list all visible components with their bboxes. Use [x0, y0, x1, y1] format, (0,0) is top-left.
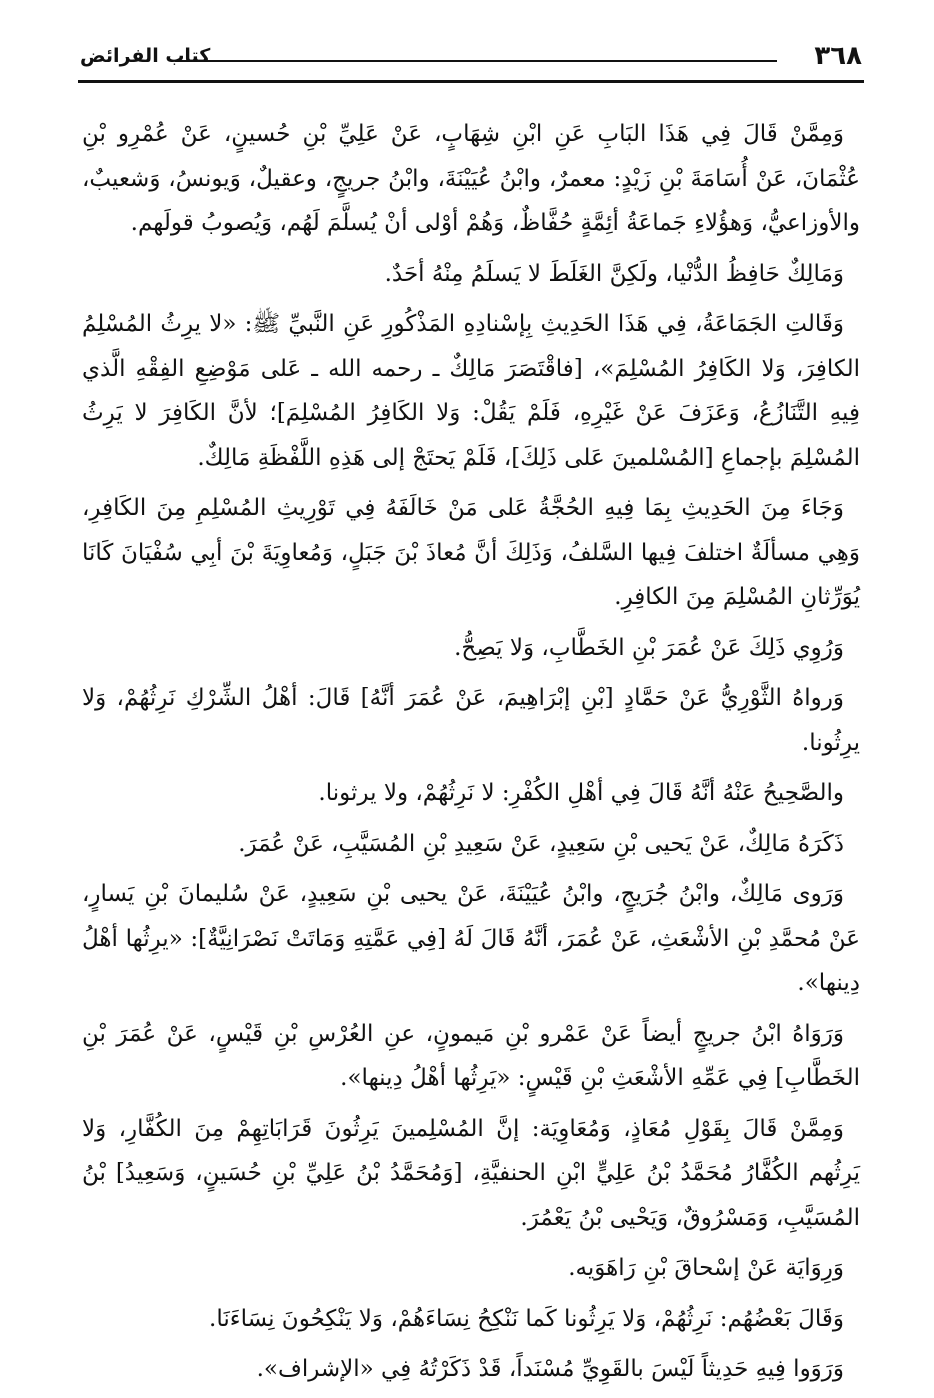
paragraph: وَرَوَوا فِيهِ حَدِيثاً لَيْسَ بالقَوِيِّ مُسْنَداً، قَدْ ذَكَرْتُهُ فِي «الإشراف».: [256, 1356, 844, 1382]
page-body: [82, 112, 860, 1398]
page-header: [80, 36, 862, 76]
paragraph: وَرِوَايَة عَنْ إسْحاقَ بْنِ رَاهَوَيه.: [568, 1255, 844, 1281]
paragraph: وَمِمَّنْ قَالَ فِي هَذَا البَابِ عَنِ ابْنِ شِهَابٍ، عَنْ عَلِيِّ بْنِ حُسينٍ، عَنْ عُمْرِو بْنِ عُثْمَانَ، عَنْ أُسَامَةَ بْنِ زَيْدٍ: معمرٌ، وابْنُ عُيَيْنَةَ، وابْنُ جريجٍ، وعقيلٌ، وَيونسُ، وَشعيبٌ، والأوزاعيُّ، وَهؤُلاءِ جَماعَةُ أئِمَّةٍ حُفَّاظٌ، وَهُمْ أوْلى أنْ يُسلَّمَ لَهُم، وَيُصوبُ قولَهم.: [82, 121, 860, 236]
page-number: ٣٦٨: [814, 41, 862, 71]
paragraph: وَرُوِي ذَلِكَ عَنْ عُمَرَ بْنِ الخَطَّابِ، وَلا يَصِحُّ.: [454, 634, 844, 661]
paragraph: وَقَالَ بَعْضُهُم: نَرِثُهُمْ، وَلا يَرِثُونا كَما نَنْكِحُ نِسَاءَهُمْ، وَلا يَنْكِحُونَ نِسَاءَنَا.: [209, 1305, 844, 1332]
paragraph: وَمِمَّنْ قَالَ بِقَوْلِ مُعَاذٍ، وَمُعَاوِيَة: إنَّ المُسْلِمينَ يَرِثُونَ قَرَابَاتِهِمْ مِنَ الكُفَّارِ، وَلا يَرِثُهم الكُفَّارُ مُحَمَّدُ بْنُ عَلِيٍّ ابْنِ الحنفيَّةِ، [وَمُحَمَّدُ بْنُ عَلِيِّ بْنِ حُسَينٍ، وَسَعِيدُ] بْنُ المُسَيَّبِ، وَمَسْرُوقٌ، وَيَحْيى بْنُ يَعْمُرَ.: [82, 1115, 860, 1231]
paragraph: وَجَاءَ مِنَ الحَدِيثِ بِمَا فِيهِ الحُجَّةُ عَلى مَنْ خَالَفَهُ فِي تَوْرِيثِ المُسْلِمِ مِنَ الكَافِرِ، وَهِي مسألَةٌ اختلفَ فِيها السَّلفُ، وَذَلِكَ أنَّ مُعاذَ بْنَ جَبَلٍ، وَمُعاوِيَةَ بْنَ أبِي سُفْيَانَ كَانَا يُوَرِّثانِ المُسْلِمَ مِنَ الكافِرِ.: [82, 495, 860, 610]
paragraph: وَقَالتِ الجَمَاعَةُ، فِي هَذَا الحَدِيثِ بِإسْنادِهِ المَذْكُورِ عَنِ النَّبيِّ ﷺ: «لا يرِثُ المُسْلِمُ الكافِرَ، وَلا الكَافِرُ المُسْلِمَ»، [فاقْتَصَرَ مَالِكٌ ـ رحمه الله ـ عَلى مَوْضِعِ الفِقْهِ الَّذي فِيهِ التَّنَازُعُ، وَعَزَفَ عَنْ غَيْرِهِ، فَلَمْ يَقُلْ: وَلا الكَافِرُ المُسْلِمَ]؛ لأنَّ الكَافِرَ لا يَرِثُ المُسْلِمَ بإجماعِ [المُسْلمينَ عَلى ذَلِكَ]، فَلَمْ يَحتَجْ إلى هَذِهِ اللَّفْظَةِ مَالِكٌ.: [82, 311, 860, 471]
header-divider: [175, 60, 777, 62]
book-title: كتاب الفرائض: [80, 45, 211, 67]
paragraph: والصَّحِيحُ عَنْهُ أنَّهُ قَالَ فِي أهْلِ الكُفْرِ: لا نَرِثُهُمْ، ولا يرثونا.: [318, 780, 844, 806]
header-rule: [78, 80, 864, 83]
paragraph: ذَكَرَهُ مَالِكٌ، عَنْ يَحيى بْنِ سَعِيدٍ، عَنْ سَعِيدِ بْنِ المُسَيَّبِ، عَنْ عُمَرَ.: [238, 830, 844, 857]
paragraph: وَرواهُ الثَّوْرِيُّ عَنْ حَمَّادٍ [بْنِ إبْرَاهِيمَ، عَنْ عُمَرَ أنَّهُ] قَالَ: أهْلُ الشِّرْكِ نَرِثُهُمْ، وَلا يرِثُونا.: [82, 685, 860, 756]
paragraph: وَمَالِكٌ حَافِظُ الدُّنْيا، ولَكِنَّ الغَلَطَ لا يَسلَمُ مِنْهُ أحَدٌ.: [384, 260, 844, 287]
paragraph: وَرَوَاهُ ابْنُ جريجٍ أيضاً عَنْ عَمْرو بْنِ مَيمونٍ، عنِ العُرْسِ بْنِ قَيْسٍ، عَنْ عُمَرَ بْنِ الخَطَّابِ] فِي عَمِّهِ الأشْعَثِ بْنِ قَيْسٍ: «يَرِثُها أهْلُ دِينها».: [82, 1020, 860, 1091]
paragraph: وَرَوى مَالِكٌ، وابْنُ جُرَيجٍ، وابْنُ عُيَيْنَةَ، عَنْ يحيى بْنِ سَعِيدٍ، عَنْ سُليمانَ بْنِ يَسارٍ، عَنْ مُحمَّدِ بْنِ الأشْعَثِ، عَنْ عُمَرَ، أنَّهُ قَالَ لَهُ [فِي عَمَّتِهِ وَمَاتَتْ نَصْرَانِيَّةٌ]: «يرِثُها أهْلُ دِينها».: [82, 881, 860, 996]
